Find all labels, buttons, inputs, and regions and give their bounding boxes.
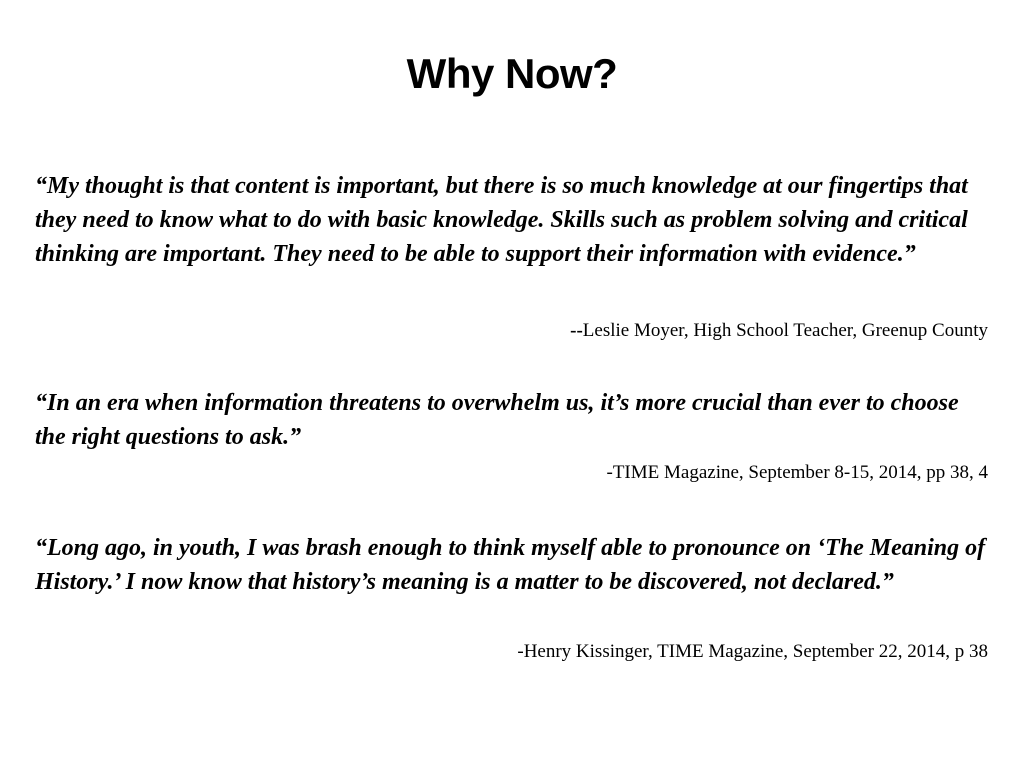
attribution-text: Henry Kissinger, TIME Magazine, September 22, 2014, p 38 [523,641,988,662]
quote-moyer: “My thought is that content is important, but there is so much knowledge at our fingertips that they need to know what to do with basic knowledge. Skills such as problem solving and critical thinking are important. They need to be able to support their information with evidence.” [35,173,968,267]
attribution-dash: - [606,462,613,483]
quote-time-questions: “In an era when information threatens to overwhelm us, it’s more crucial than ever to choose the right questions to ask.” [35,390,959,450]
quote-kissinger: “Long ago, in youth, I was brash enough to think myself able to pronounce on ‘The Meaning of History.’ I now know that history’s meaning is a matter to be discovered, not declared.” [35,535,986,595]
attribution-dash: - [517,641,524,662]
attribution-moyer [570,319,988,343]
attribution-time [607,461,989,485]
attribution-dash: -- [570,320,583,341]
attribution-kissinger [517,640,988,664]
attribution-text: TIME Magazine, September 8-15, 2014, pp 38, 4 [612,462,988,483]
slide-title: Why Now? [406,50,618,97]
attribution-text: Leslie Moyer, High School Teacher, Greenup County [582,320,988,341]
